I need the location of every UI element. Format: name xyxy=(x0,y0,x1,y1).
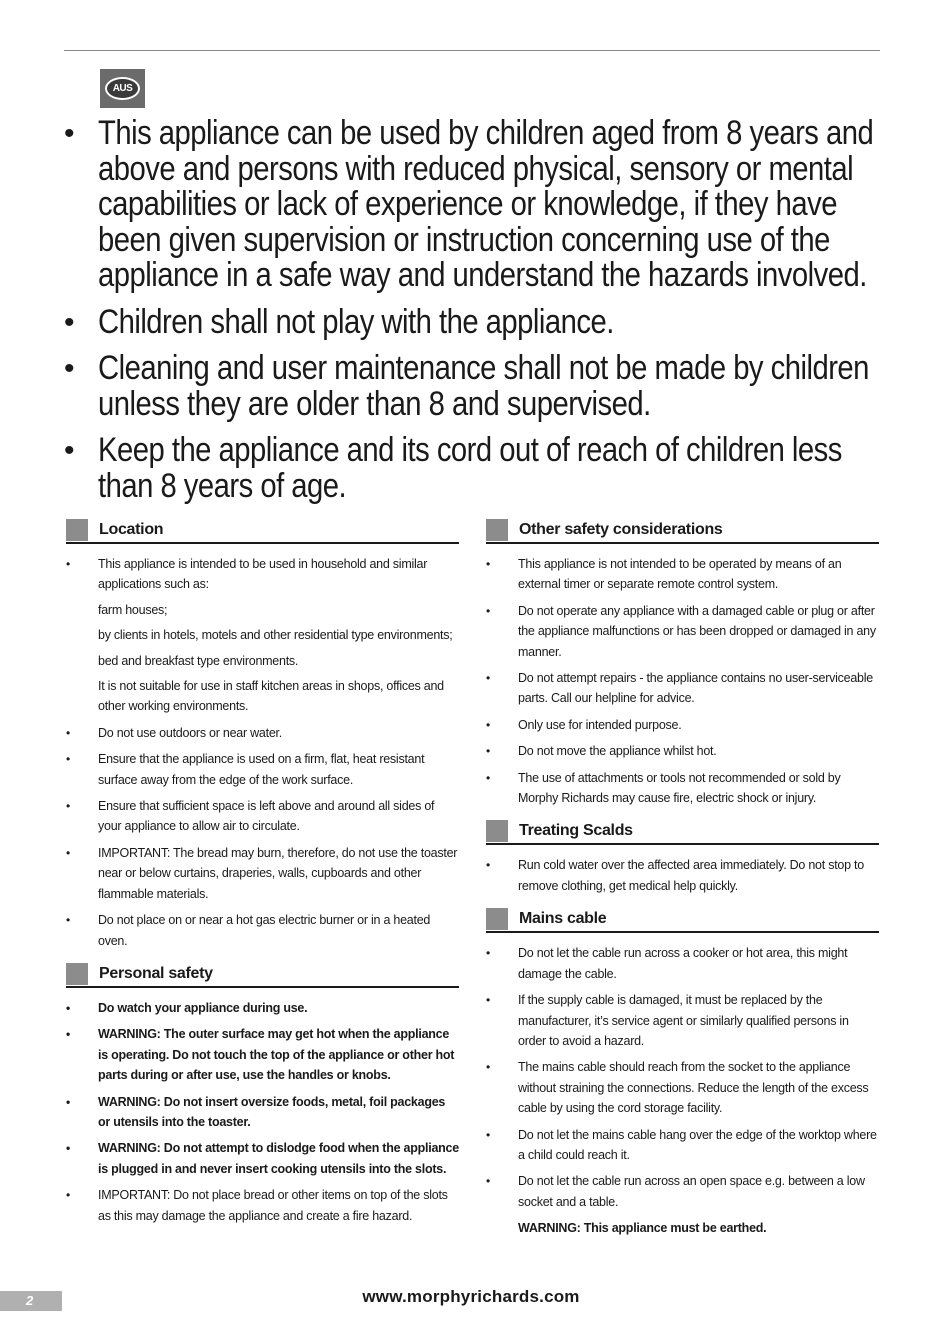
section-header-other-safety xyxy=(486,519,879,544)
child-safety-bullets xyxy=(64,116,894,504)
main-bullet: • Keep the appliance and its cord out of reach of children less than 8 years of age. xyxy=(64,433,894,504)
list-item: • Do not let the mains cable hang over the edge of the worktop where a child could reach it. xyxy=(486,1125,879,1166)
list-item: • Only use for intended purpose. xyxy=(486,715,879,735)
list-item: farm houses; xyxy=(98,602,168,617)
list-item: • The mains cable should reach from the socket to the appliance without straining the connections. Reduce the length of the excess cable by using the cord storage facility. xyxy=(486,1057,879,1118)
section-title: Treating Scalds xyxy=(519,822,633,840)
section-header-treating-scalds xyxy=(486,820,879,845)
section-header-location xyxy=(66,519,459,544)
personal-safety-list xyxy=(66,998,459,1226)
main-bullet: • Children shall not play with the appliance. xyxy=(64,305,894,341)
list-item: • Do not place on or near a hot gas electric burner or in a heated oven. xyxy=(66,910,459,951)
list-item: • Do not move the appliance whilst hot. xyxy=(486,741,879,761)
list-item: • Do not operate any appliance with a damaged cable or plug or after the appliance malfunctions or has been dropped or damaged in any manner. xyxy=(486,601,879,662)
section-title: Personal safety xyxy=(99,964,213,982)
aus-badge-label: AUS xyxy=(107,79,138,98)
section-marker xyxy=(486,908,508,930)
section-title: Other safety considerations xyxy=(519,521,723,538)
list-item: • Do not attempt repairs - the appliance contains no user-serviceable parts. Call our helpline for advice. xyxy=(486,668,879,709)
list-item: • Ensure that the appliance is used on a firm, flat, heat resistant surface away from the edge of the work surface. xyxy=(66,749,459,790)
page-number: 2 xyxy=(26,1293,34,1308)
section-marker xyxy=(486,519,508,541)
list-item: • This appliance is not intended to be operated by means of an external timer or separate remote control system. xyxy=(486,554,879,595)
section-header-mains-cable xyxy=(486,908,879,933)
section-header-personal-safety xyxy=(66,963,459,988)
location-list xyxy=(66,554,459,951)
top-rule xyxy=(64,50,880,51)
list-item: • If the supply cable is damaged, it must be replaced by the manufacturer, it’s service agent or similarly qualified persons in order to avoid a hazard. xyxy=(486,990,879,1051)
list-item: • Do watch your appliance during use. xyxy=(66,998,459,1018)
left-column xyxy=(66,519,459,1232)
right-column xyxy=(486,519,879,1245)
list-item: • WARNING: Do not attempt to dislodge food when the appliance is plugged in and never insert cooking utensils into the slots. xyxy=(66,1138,459,1179)
earthing-warning: WARNING: This appliance must be earthed. xyxy=(518,1221,767,1236)
section-marker xyxy=(66,963,88,985)
list-item: • IMPORTANT: Do not place bread or other items on top of the slots as this may damage the appliance and create a fire hazard. xyxy=(66,1185,459,1226)
aus-region-badge xyxy=(100,69,145,108)
main-bullet: • This appliance can be used by children aged from 8 years and above and persons with reduced physical, sensory or mental capabilities or lack of experience or knowledge, if they have been given supervision or instruction concerning use of the appliance in a safe way and understand the hazards involved. xyxy=(64,116,894,294)
list-item: • Run cold water over the affected area immediately. Do not stop to remove clothing, get medical help quickly. xyxy=(486,855,879,896)
section-marker xyxy=(66,519,88,541)
main-bullet: • Cleaning and user maintenance shall not be made by children unless they are older than 8 and supervised. xyxy=(64,351,894,422)
list-item: by clients in hotels, motels and other residential type environments; xyxy=(98,628,453,643)
list-item: • Ensure that sufficient space is left above and around all sides of your appliance to allow air to circulate. xyxy=(66,796,459,837)
section-marker xyxy=(486,820,508,842)
section-title: Mains cable xyxy=(519,910,607,928)
mains-cable-list xyxy=(486,943,879,1238)
section-title: Location xyxy=(99,521,164,538)
list-item: • Do not let the cable run across a cooker or hot area, this might damage the cable. xyxy=(486,943,879,984)
footer-url[interactable]: www.morphyrichards.com xyxy=(362,1287,580,1306)
list-item: • This appliance is intended to be used in household and similar applications such as: xyxy=(66,554,459,595)
list-item: bed and breakfast type environments. xyxy=(98,653,299,668)
list-item: • Do not let the cable run across an open space e.g. between a low socket and a table. xyxy=(486,1171,879,1212)
list-item: • IMPORTANT: The bread may burn, therefore, do not use the toaster near or below curtains, draperies, walls, cupboards and other flammable materials. xyxy=(66,843,459,904)
list-item: • The use of attachments or tools not recommended or sold by Morphy Richards may cause fire, electric shock or injury. xyxy=(486,768,879,809)
other-safety-list xyxy=(486,554,879,808)
treating-scalds-list xyxy=(486,855,879,896)
list-item: • WARNING: The outer surface may get hot when the appliance is operating. Do not touch the top of the appliance or other hot parts during or after use, use the handles or knobs. xyxy=(66,1024,459,1085)
list-item: • WARNING: Do not insert oversize foods, metal, foil packages or utensils into the toaster. xyxy=(66,1092,459,1133)
list-item: It is not suitable for use in staff kitchen areas in shops, offices and other working environments. xyxy=(98,679,444,714)
list-item: • Do not use outdoors or near water. xyxy=(66,723,459,743)
